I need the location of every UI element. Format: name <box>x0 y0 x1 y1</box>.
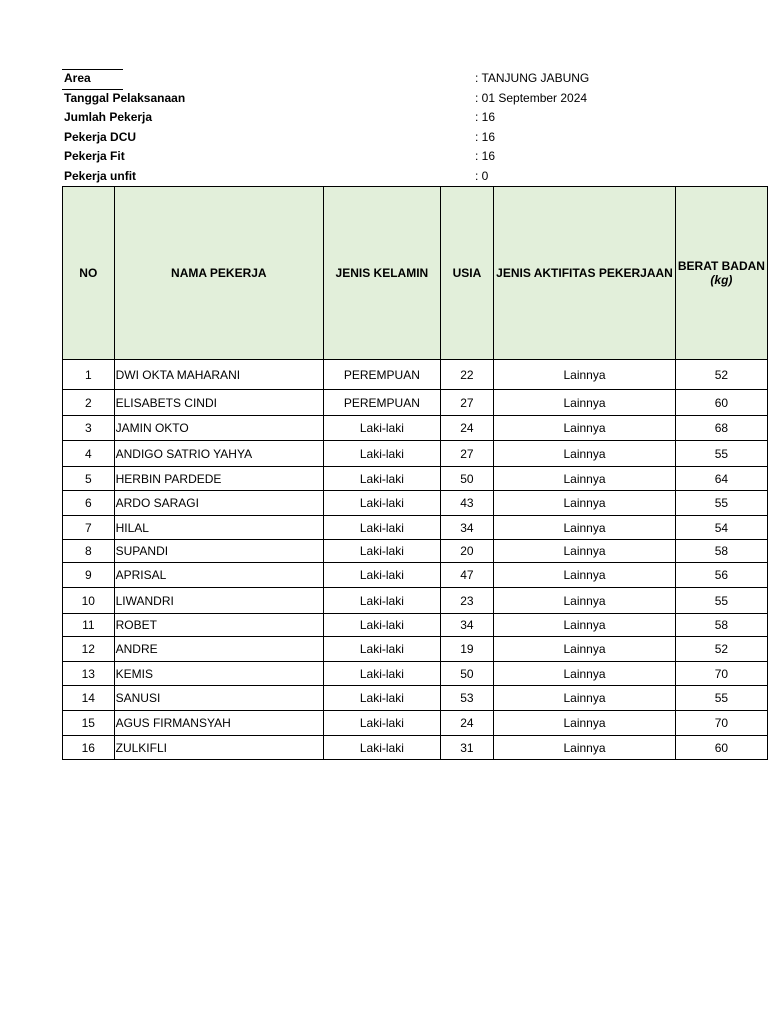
cell-gender: Laki-laki <box>324 540 441 563</box>
info-value-total-workers: : 16 <box>475 110 496 125</box>
cell-gender: Laki-laki <box>324 736 441 760</box>
info-row-date <box>62 89 662 109</box>
cell-age: 27 <box>440 390 493 416</box>
header-weight-unit: (kg) <box>710 273 733 287</box>
cell-gender: Laki-laki <box>324 588 441 614</box>
cell-weight: 55 <box>675 491 767 516</box>
cell-name: ZULKIFLI <box>114 736 323 760</box>
cell-no: 10 <box>63 588 115 614</box>
cell-no: 6 <box>63 491 115 516</box>
cell-activity: Lainnya <box>494 588 676 614</box>
cell-gender: PEREMPUAN <box>324 390 441 416</box>
cell-no: 14 <box>63 686 115 711</box>
cell-activity: Lainnya <box>494 736 676 760</box>
cell-activity: Lainnya <box>494 491 676 516</box>
header-gender: JENIS KELAMIN <box>324 187 441 360</box>
cell-activity: Lainnya <box>494 516 676 540</box>
cell-no: 1 <box>63 360 115 390</box>
cell-age: 34 <box>440 516 493 540</box>
cell-activity: Lainnya <box>494 390 676 416</box>
info-label-unfit-workers: Pekerja unfit <box>64 168 137 183</box>
cell-gender: Laki-laki <box>324 686 441 711</box>
cell-weight: 55 <box>675 686 767 711</box>
info-value-unfit-workers: : 0 <box>475 168 489 183</box>
info-value-fit-workers: : 16 <box>475 149 496 164</box>
cell-no: 3 <box>63 416 115 441</box>
table-row <box>63 736 768 760</box>
cell-weight: 70 <box>675 711 767 736</box>
cell-gender: Laki-laki <box>324 711 441 736</box>
cell-no: 9 <box>63 563 115 588</box>
cell-age: 47 <box>440 563 493 588</box>
header-weight <box>675 187 767 360</box>
cell-activity: Lainnya <box>494 711 676 736</box>
workers-table <box>62 186 768 760</box>
table-row <box>63 563 768 588</box>
cell-weight: 68 <box>675 416 767 441</box>
cell-gender: Laki-laki <box>324 637 441 662</box>
cell-age: 53 <box>440 686 493 711</box>
table-row <box>63 614 768 637</box>
info-label-dcu-workers: Pekerja DCU <box>64 129 137 144</box>
table-row <box>63 588 768 614</box>
cell-gender: Laki-laki <box>324 614 441 637</box>
info-row-area <box>62 69 662 89</box>
info-label-date: Tanggal Pelaksanaan <box>64 90 186 105</box>
cell-no: 11 <box>63 614 115 637</box>
cell-no: 8 <box>63 540 115 563</box>
cell-age: 19 <box>440 637 493 662</box>
cell-no: 12 <box>63 637 115 662</box>
cell-age: 24 <box>440 711 493 736</box>
cell-no: 13 <box>63 662 115 686</box>
table-row <box>63 416 768 441</box>
cell-gender: Laki-laki <box>324 467 441 491</box>
cell-name: ROBET <box>114 614 323 637</box>
header-activity: JENIS AKTIFITAS PEKERJAAN <box>494 187 676 360</box>
info-value-area: : TANJUNG JABUNG <box>475 71 590 85</box>
info-value-dcu-workers: : 16 <box>475 129 496 144</box>
cell-no: 15 <box>63 711 115 736</box>
cell-name: KEMIS <box>114 662 323 686</box>
cell-name: JAMIN OKTO <box>114 416 323 441</box>
info-rule <box>62 89 123 90</box>
cell-name: HILAL <box>114 516 323 540</box>
table-row <box>63 540 768 563</box>
cell-name: SANUSI <box>114 686 323 711</box>
cell-gender: Laki-laki <box>324 662 441 686</box>
cell-activity: Lainnya <box>494 637 676 662</box>
cell-gender: Laki-laki <box>324 441 441 467</box>
cell-no: 2 <box>63 390 115 416</box>
cell-age: 43 <box>440 491 493 516</box>
table-row <box>63 637 768 662</box>
cell-weight: 54 <box>675 516 767 540</box>
cell-name: LIWANDRI <box>114 588 323 614</box>
cell-name: ANDIGO SATRIO YAHYA <box>114 441 323 467</box>
cell-age: 50 <box>440 467 493 491</box>
info-label-area: Area <box>64 71 91 85</box>
cell-name: ANDRE <box>114 637 323 662</box>
cell-age: 22 <box>440 360 493 390</box>
cell-weight: 56 <box>675 563 767 588</box>
cell-gender: Laki-laki <box>324 516 441 540</box>
cell-weight: 52 <box>675 637 767 662</box>
cell-age: 24 <box>440 416 493 441</box>
cell-no: 7 <box>63 516 115 540</box>
table-row <box>63 516 768 540</box>
cell-weight: 60 <box>675 736 767 760</box>
cell-weight: 55 <box>675 588 767 614</box>
cell-activity: Lainnya <box>494 467 676 491</box>
cell-no: 16 <box>63 736 115 760</box>
cell-age: 27 <box>440 441 493 467</box>
header-no: NO <box>63 187 115 360</box>
cell-weight: 55 <box>675 441 767 467</box>
cell-activity: Lainnya <box>494 686 676 711</box>
cell-weight: 60 <box>675 390 767 416</box>
table-row <box>63 711 768 736</box>
cell-name: HERBIN PARDEDE <box>114 467 323 491</box>
info-label-total-workers: Jumlah Pekerja <box>64 110 153 125</box>
cell-no: 5 <box>63 467 115 491</box>
header-name: NAMA PEKERJA <box>114 187 323 360</box>
cell-activity: Lainnya <box>494 416 676 441</box>
table-row <box>63 662 768 686</box>
cell-age: 50 <box>440 662 493 686</box>
cell-weight: 52 <box>675 360 767 390</box>
table-body <box>63 360 768 760</box>
cell-age: 23 <box>440 588 493 614</box>
cell-name: DWI OKTA MAHARANI <box>114 360 323 390</box>
cell-no: 4 <box>63 441 115 467</box>
table-row <box>63 491 768 516</box>
cell-name: ARDO SARAGI <box>114 491 323 516</box>
table-row <box>63 467 768 491</box>
cell-activity: Lainnya <box>494 360 676 390</box>
info-rule <box>62 69 123 70</box>
header-weight-label: BERAT BADAN <box>677 258 765 273</box>
cell-activity: Lainnya <box>494 662 676 686</box>
info-row-unfit-workers <box>62 167 662 187</box>
table-row <box>63 686 768 711</box>
cell-age: 20 <box>440 540 493 563</box>
cell-weight: 64 <box>675 467 767 491</box>
cell-gender: Laki-laki <box>324 563 441 588</box>
header-age: USIA <box>440 187 493 360</box>
cell-age: 31 <box>440 736 493 760</box>
info-row-dcu-workers <box>62 128 662 148</box>
table-row <box>63 441 768 467</box>
info-row-fit-workers <box>62 147 662 167</box>
info-label-fit-workers: Pekerja Fit <box>64 149 125 164</box>
cell-age: 34 <box>440 614 493 637</box>
cell-activity: Lainnya <box>494 441 676 467</box>
cell-name: APRISAL <box>114 563 323 588</box>
info-row-total-workers <box>62 108 662 128</box>
report-info <box>62 69 662 187</box>
cell-activity: Lainnya <box>494 614 676 637</box>
cell-name: ELISABETS CINDI <box>114 390 323 416</box>
cell-gender: Laki-laki <box>324 491 441 516</box>
cell-gender: PEREMPUAN <box>324 360 441 390</box>
cell-activity: Lainnya <box>494 563 676 588</box>
table-header-row <box>63 187 768 360</box>
cell-weight: 58 <box>675 614 767 637</box>
cell-weight: 70 <box>675 662 767 686</box>
cell-name: AGUS FIRMANSYAH <box>114 711 323 736</box>
cell-weight: 58 <box>675 540 767 563</box>
table-row <box>63 390 768 416</box>
table-row <box>63 360 768 390</box>
cell-gender: Laki-laki <box>324 416 441 441</box>
cell-activity: Lainnya <box>494 540 676 563</box>
cell-name: SUPANDI <box>114 540 323 563</box>
info-value-date: : 01 September 2024 <box>475 90 588 105</box>
